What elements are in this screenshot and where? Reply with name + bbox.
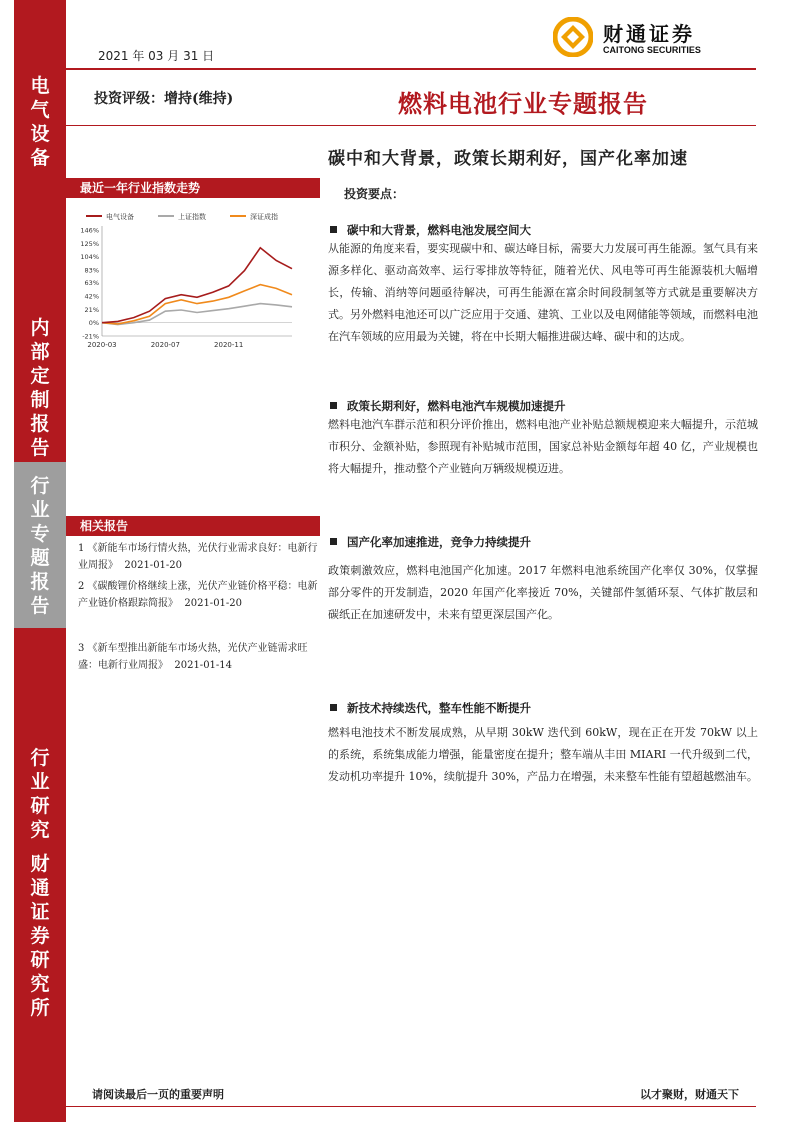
related-report-item[interactable]: 2 《碳酸锂价格继续上涨，光伏产业链价格平稳：电新产业链价格跟踪简报》 2021-01-20 <box>78 581 318 609</box>
title-divider <box>66 125 756 126</box>
company-slogan: 以才聚财，财通天下 <box>640 1088 739 1101</box>
y-tick-label: 42% <box>84 292 99 301</box>
sidebar-tag-report-type: 行业专题报告 <box>30 475 50 617</box>
sidebar-tag-sector: 电气设备 <box>30 75 50 169</box>
y-tick-label: 125% <box>80 239 99 248</box>
y-tick-label: 0% <box>88 319 99 328</box>
legend-label: 电气设备 <box>106 213 134 221</box>
footer-divider <box>66 1106 756 1107</box>
x-tick-label: 2020-03 <box>87 341 117 349</box>
related-section-title: 相关报告 <box>66 516 320 536</box>
report-date: 2021 年 03 月 31 日 <box>98 49 215 63</box>
y-tick-label: 21% <box>84 305 99 314</box>
bullet-icon <box>330 402 337 409</box>
point-body: 燃料电池技术不断发展成熟，从早期 30kW 迭代到 60kW，现在正在开发 70kW 以上的系统，系统集成能力增强，能量密度在提升；整车端从丰田 MIARI 一代升级到二代，发动机功率提升 10%，续航提升 30%，产品力在增强，未来整车性能有望超越燃油车。 <box>328 726 758 783</box>
index-line-chart <box>76 208 306 358</box>
x-tick-label: 2020-07 <box>150 341 180 349</box>
point-heading: 国产化率加速推进，竞争力持续提升 <box>330 534 531 550</box>
company-name-en: CAITONG SECURITIES <box>603 45 701 55</box>
y-tick-label: -21% <box>82 332 99 341</box>
investment-rating: 投资评级：增持(维持) <box>94 91 234 107</box>
report-headline: 碳中和大背景，政策长期利好，国产化率加速 <box>328 149 688 169</box>
bullet-icon <box>330 226 337 233</box>
company-logo-icon <box>553 17 593 57</box>
y-tick-label: 83% <box>84 266 99 275</box>
investment-points-label: 投资要点： <box>344 187 405 201</box>
header-divider <box>66 68 756 70</box>
point-heading: 政策长期利好，燃料电池汽车规模加速提升 <box>330 398 566 414</box>
bullet-icon <box>330 704 337 711</box>
disclaimer-note: 请阅读最后一页的重要声明 <box>92 1088 224 1101</box>
legend-label: 深证成指 <box>250 213 278 221</box>
point-body: 燃料电池汽车群示范和积分评价推出，燃料电池产业补贴总额规模迎来大幅提升，示范城市积分、金额补贴，参照现有补贴城市范围，国家总补贴金额每年超 40 亿，产业规模也将大幅提升，推动整个产业链向万辆级规模迈进。 <box>328 418 758 475</box>
point-body: 从能源的角度来看，要实现碳中和、碳达峰目标，需要大力发展可再生能源。氢气具有来源多样化、驱动高效率、运行零排放等特征，随着光伏、风电等可再生能源装机大幅增长，传输、消纳等问题亟待解决，可再生能源在富余时间段制氢等方式就是重要解决方式。另外燃料电池还可以广泛应用于交通、建筑、工业以及电网储能等领域，而燃料电池在汽车领域的应用最为关键，将在中长期大幅推进碳达峰、碳中和的达成。 <box>328 242 758 343</box>
report-title: 燃料电池行业专题报告 <box>398 89 648 118</box>
company-name-cn: 财通证券 <box>603 22 695 46</box>
left-sidebar <box>14 0 66 1122</box>
sidebar-tag-internal: 内部定制报告 <box>30 317 50 459</box>
legend-label: 上证指数 <box>178 213 206 221</box>
related-report-item[interactable]: 3 《新车型推出新能车市场火热，光伏产业链需求旺盛：电新行业周报》 2021-01-14 <box>78 643 308 671</box>
y-tick-label: 63% <box>84 279 99 288</box>
related-report-item[interactable]: 1 《新能车市场行情火热，光伏行业需求良好：电新行业周报》 2021-01-20 <box>78 543 318 571</box>
index-section-title: 最近一年行业指数走势 <box>66 178 320 198</box>
sidebar-tag-institute: 财通证券研究所 <box>30 853 50 1019</box>
x-tick-label: 2020-11 <box>214 341 244 349</box>
bullet-icon <box>330 538 337 545</box>
point-heading: 新技术持续迭代，整车性能不断提升 <box>330 700 531 716</box>
y-tick-label: 104% <box>80 253 99 262</box>
sidebar-tag-research: 行业研究 <box>30 747 50 841</box>
point-heading: 碳中和大背景，燃料电池发展空间大 <box>330 222 531 238</box>
point-body: 政策刺激效应，燃料电池国产化加速。2017 年燃料电池系统国产化率仅 30%，仅掌握部分零件的开发制造，2020 年国产化率接近 70%，关键部件氢循环泵、气体扩散层和碳纸正在加速研发中，未来有望更深层国产化。 <box>328 564 758 621</box>
y-tick-label: 146% <box>80 226 99 235</box>
